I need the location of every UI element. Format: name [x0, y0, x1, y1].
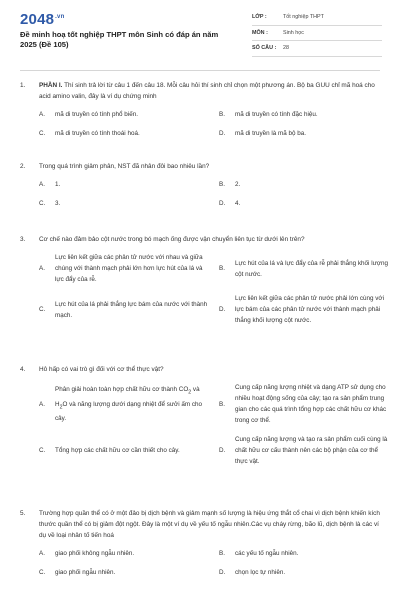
meta-label-subject: MÔN : [252, 29, 268, 36]
option-letter: D. [219, 447, 226, 454]
question-number: 2. [20, 163, 26, 170]
question-number: 1. [20, 82, 26, 89]
option-b[interactable] [219, 252, 391, 285]
part-label: PHẦN I. [39, 82, 63, 89]
option-text-part: O và năng lượng dưới dạng nhiệt để sưởi ấm cho cây. [55, 400, 202, 422]
option-letter: D. [219, 130, 226, 137]
option-text: Cung cấp năng lượng nhiệt và dạng ATP sử dụng cho nhiều hoạt động sống của cây; tạo ra sản phẩm trung gian cho các quá trình tổng hợp các chất hữu cơ khác trong cơ thể. [235, 384, 387, 424]
option-letter: B. [219, 265, 225, 272]
option-text [55, 384, 211, 424]
meta-row-class [252, 10, 382, 26]
page-title: Đề minh hoạ tốt nghiệp THPT môn Sinh có đáp án năm 2025 (Đề 105) [20, 30, 219, 49]
option-letter: B. [219, 550, 225, 557]
option-a[interactable] [39, 179, 211, 190]
answer-options [39, 548, 380, 578]
option-a[interactable] [39, 109, 211, 120]
option-text: giao phối ngẫu nhiên. [55, 569, 116, 576]
option-letter: C. [39, 130, 46, 137]
page-header [0, 0, 400, 62]
logo-suffix: .vn [55, 14, 65, 20]
question-2 [20, 161, 380, 209]
option-text: mã di truyền có tính thoái hoá. [55, 130, 140, 137]
option-text: 1. [55, 181, 61, 188]
option-a[interactable] [39, 382, 211, 426]
answer-options [39, 109, 380, 139]
option-letter: A. [39, 181, 45, 188]
question-text [39, 80, 380, 102]
header-divider [20, 70, 380, 71]
option-d[interactable] [219, 293, 391, 326]
option-text: giao phối không ngẫu nhiên. [55, 550, 135, 557]
subscript: 2 [188, 389, 192, 396]
option-d[interactable] [219, 567, 391, 578]
option-text: Lực liên kết giữa các phân tử nước với nhau và giữa chúng với thành mạch phải lớn hơn lực hút của lá và lực đẩy của rễ. [55, 254, 203, 283]
question-number: 3. [20, 236, 26, 243]
option-text: mã di truyền là mã bộ ba. [235, 130, 307, 137]
meta-row-question-count [252, 41, 382, 57]
option-letter: D. [219, 569, 226, 576]
option-b[interactable] [219, 109, 391, 120]
option-d[interactable] [219, 198, 391, 209]
option-d[interactable] [219, 434, 391, 467]
meta-value-question-count: 28 [283, 45, 289, 52]
option-text: 4. [235, 200, 241, 207]
option-text: mã di truyền có tính đặc hiệu. [235, 111, 318, 118]
option-b[interactable] [219, 382, 391, 426]
option-text: Cung cấp năng lượng và tạo ra sản phẩm cuối cùng là chất hữu cơ cấu thành nên các bộ phận của cơ thể thực vật. [235, 436, 388, 465]
option-text: chọn lọc tự nhiên. [235, 569, 286, 576]
meta-label-class: LỚP : [252, 14, 267, 21]
option-c[interactable] [39, 567, 211, 578]
subscript: 2 [59, 403, 63, 410]
option-text: 3. [55, 200, 61, 207]
option-c[interactable] [39, 198, 211, 209]
question-number: 5. [20, 510, 26, 517]
site-logo[interactable] [20, 11, 64, 28]
question-body: Thí sinh trả lời từ câu 1 đến câu 18. Mỗi câu hỏi thí sinh chỉ chọn một phương án. Bộ ba GUU chỉ mã hoá cho acid amino valin, đây là ví dụ chứng minh [39, 82, 375, 100]
option-letter: A. [39, 550, 45, 557]
option-letter: C. [39, 306, 46, 313]
option-text: mã di truyền có tính phổ biến. [55, 111, 138, 118]
meta-label-question-count: SỐ CÂU : [252, 45, 277, 52]
meta-row-subject [252, 26, 382, 42]
option-text-part: và H [55, 386, 200, 408]
question-3 [20, 234, 388, 326]
option-letter: D. [219, 306, 226, 313]
answer-options [39, 252, 388, 326]
option-letter: A. [39, 265, 45, 272]
option-letter: C. [39, 200, 46, 207]
option-text: Tổng hợp các chất hữu cơ cần thiết cho cây. [55, 447, 180, 454]
question-text: Cơ chế nào đảm bảo cột nước trong bó mạch ống được vận chuyển liên tục từ dưới lên trên? [39, 236, 305, 243]
question-text: Hô hấp có vai trò gì đối với cơ thể thực vật? [39, 366, 164, 373]
option-d[interactable] [219, 128, 391, 139]
meta-value-subject: Sinh học [283, 29, 304, 36]
option-c[interactable] [39, 128, 211, 139]
option-text: Lực hút của lá và lực đẩy của rễ phải thắng khối lượng cột nước. [235, 259, 388, 278]
question-1 [20, 80, 380, 139]
option-a[interactable] [39, 548, 211, 559]
option-text-part: Phân giải hoàn toàn hợp chất hữu cơ thành CO [55, 386, 189, 394]
option-c[interactable] [39, 434, 211, 467]
exam-meta-table [252, 10, 382, 57]
answer-options [39, 382, 388, 467]
question-number: 4. [20, 366, 26, 373]
option-letter: D. [219, 200, 226, 207]
answer-options [39, 179, 380, 209]
question-text: Trường hợp quần thể có ở một đảo bị dịch bệnh và giảm mạnh số lượng là hiệu ứng thắt cổ chai vì dịch bệnh khiến kích thước quần thể có bị giảm đột ngột. Đây là một ví dụ về yếu tố ngẫu nhiên.Các vụ cháy rừng, bão lũ, dịch bệnh là các ví dụ về loại nhân tố tiến hoá [39, 510, 380, 539]
option-text: Lực hút của lá phải thắng lực bám của nước với thành mạch. [55, 300, 208, 319]
logo-text: 2048 [20, 11, 55, 28]
option-letter: B. [219, 181, 225, 188]
meta-value-class: Tốt nghiệp THPT [283, 14, 324, 21]
option-letter: A. [39, 400, 45, 408]
option-b[interactable] [219, 179, 391, 190]
question-4 [20, 364, 388, 467]
option-letter: C. [39, 447, 46, 454]
question-5 [20, 508, 380, 578]
question-text: Trong quá trình giảm phân, NST đã nhân đôi bao nhiêu lần? [39, 163, 210, 170]
option-text: 2. [235, 181, 241, 188]
option-a[interactable] [39, 252, 211, 285]
option-letter: C. [39, 569, 46, 576]
option-text: các yếu tố ngẫu nhiên. [235, 550, 299, 557]
option-letter: B. [219, 111, 225, 118]
option-c[interactable] [39, 293, 211, 326]
option-text: Lực liên kết giữa các phân tử nước phải lớn cùng với lực bám của các phân tử nước với thành mạch phải thắng khối lượng cột nước. [235, 295, 384, 324]
option-letter: B. [219, 400, 225, 408]
option-b[interactable] [219, 548, 391, 559]
option-letter: A. [39, 111, 45, 118]
